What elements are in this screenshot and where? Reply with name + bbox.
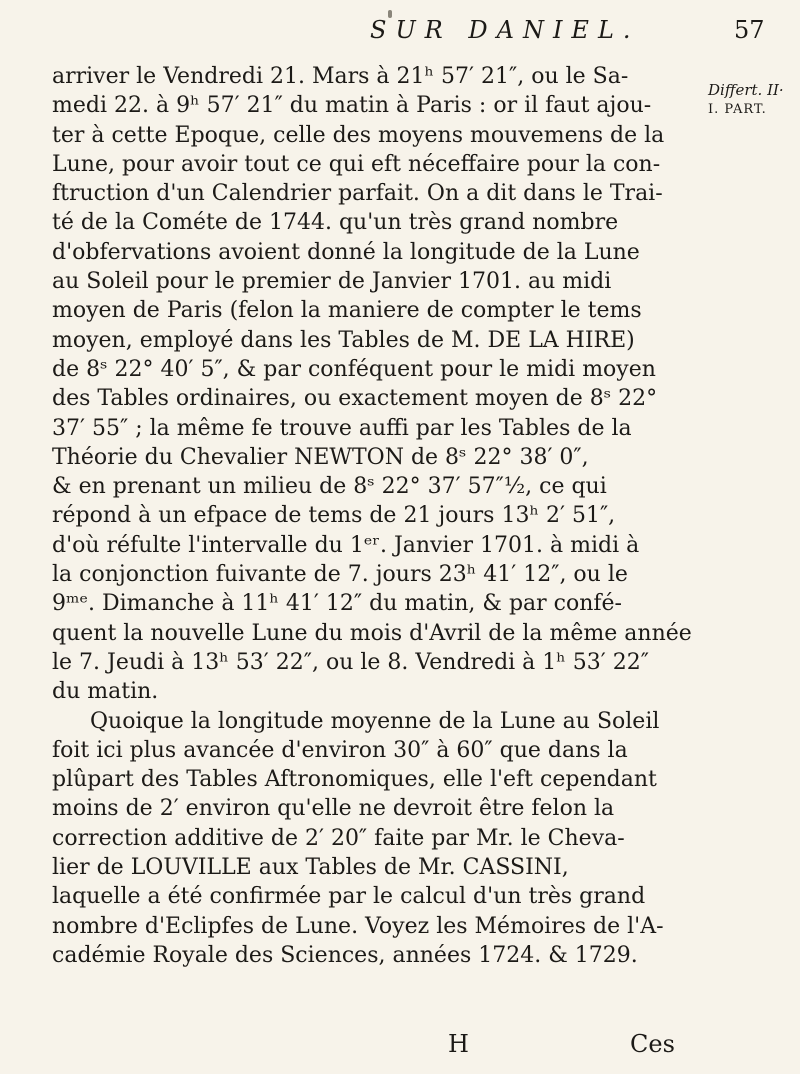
text-line: 37′ 55″ ; la même fe trouve auffi par les Tables de la: [52, 415, 632, 441]
text-line: la conjonction fuivante de 7. jours 23ʰ 41′ 12″, ou le: [52, 562, 628, 588]
text-line: Lune, pour avoir tout ce qui eft néceffaire pour la con-: [52, 151, 661, 177]
paragraph: [52, 707, 702, 971]
margin-note-line: I. PART.: [708, 102, 767, 117]
margin-note-line: Differt. II·: [708, 81, 784, 99]
page-footer: [0, 1030, 800, 1066]
margin-note: [708, 80, 798, 120]
text-line: quent la nouvelle Lune du mois d'Avril de la même année: [52, 620, 692, 646]
body-text: [52, 62, 702, 970]
text-line: de 8ˢ 22° 40′ 5″, & par conféquent pour le midi moyen: [52, 356, 656, 382]
text-line: ter à cette Epoque, celle des moyens mouvemens de la: [52, 122, 665, 148]
text-line: des Tables ordinaires, ou exactement moyen de 8ˢ 22°: [52, 386, 658, 412]
text-line: lier de LOUVILLE aux Tables de Mr. CASSINI,: [52, 855, 569, 881]
text-line: moyen de Paris (felon la maniere de compter le tems: [52, 298, 642, 324]
text-line: du matin.: [52, 679, 159, 705]
text-line: laquelle a été confirmée par le calcul d'un très grand: [52, 884, 646, 910]
text-line: 9ᵐᵉ. Dimanche à 11ʰ 41′ 12″ du matin, & par confé-: [52, 591, 622, 617]
text-line: Quoique la longitude moyenne de la Lune au Soleil: [90, 708, 660, 734]
text-line: le 7. Jeudi à 13ʰ 53′ 22″, ou le 8. Vendredi à 1ʰ 53′ 22″: [52, 649, 649, 675]
paragraph: [52, 62, 702, 707]
running-title: SUR DANIEL.: [370, 16, 640, 44]
text-line: Théorie du Chevalier NEWTON de 8ˢ 22° 38′ 0″,: [52, 444, 589, 470]
text-line: cadémie Royale des Sciences, années 1724. & 1729.: [52, 942, 638, 968]
page-number: 57: [734, 16, 765, 44]
text-line: té de la Cométe de 1744. qu'un très grand nombre: [52, 210, 619, 236]
text-line: arriver le Vendredi 21. Mars à 21ʰ 57′ 21″, ou le Sa-: [52, 64, 629, 89]
text-line: d'obfervations avoient donné la longitude de la Lune: [52, 239, 640, 265]
text-line: correction additive de 2′ 20″ faite par Mr. le Cheva-: [52, 825, 625, 851]
text-line: plûpart des Tables Aftronomiques, elle l'eft cependant: [52, 767, 657, 793]
text-line: foit ici plus avancée d'environ 30″ à 60″ que dans la: [52, 737, 628, 763]
catchword: Ces: [630, 1030, 675, 1058]
text-line: au Soleil pour le premier de Janvier 1701. au midi: [52, 269, 612, 295]
signature-mark: H: [448, 1030, 469, 1058]
running-head: [0, 10, 800, 50]
text-line: moyen, employé dans les Tables de M. DE LA HIRE): [52, 327, 635, 353]
text-line: nombre d'Eclipfes de Lune. Voyez les Mémoires de l'A-: [52, 913, 664, 939]
text-line: medi 22. à 9ʰ 57′ 21″ du matin à Paris : or il faut ajou-: [52, 93, 652, 119]
text-line: répond à un efpace de tems de 21 jours 13ʰ 2′ 51″,: [52, 503, 616, 529]
text-line: ftruction d'un Calendrier parfait. On a dit dans le Trai-: [52, 181, 663, 207]
text-line: & en prenant un milieu de 8ˢ 22° 37′ 57″½, ce qui: [52, 474, 607, 500]
text-line: moins de 2′ environ qu'elle ne devroit être felon la: [52, 796, 615, 822]
text-line: d'où réfulte l'intervalle du 1ᵉʳ. Janvier 1701. à midi à: [52, 532, 640, 558]
